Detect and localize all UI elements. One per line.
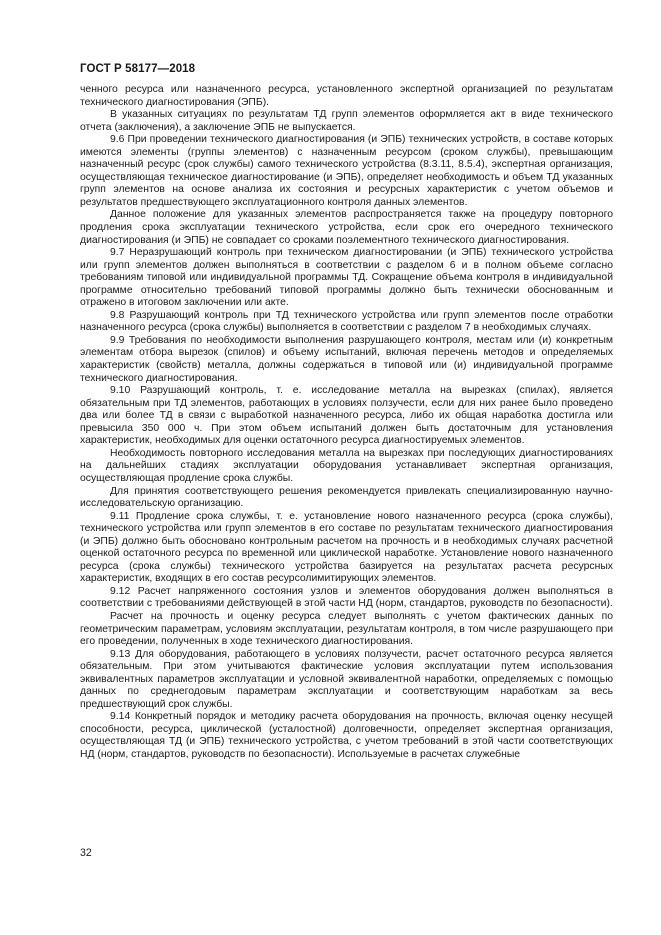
paragraph: Необходимость повторного исследования металла на вырезках при последующих диагностированиях на дальнейших стадиях эксплуатации оборудования устанавливает экспертная организация, осуществляющая продление срока службы.	[80, 447, 613, 484]
paragraph: 9.10 Разрушающий контроль, т. е. исследование металла на вырезках (спилах), является обязательным при ТД элементов, работающих в условиях ползучести, если для них ранее было проведено два или более ТД в связи с выработкой назначенного ресурса, либо их общая наработка достигла или превысила 350 000 ч. При этом объем испытаний должен быть достаточным для установления характеристик, необходимых для оценки остаточного ресурса диагностируемых элементов.	[80, 385, 613, 447]
paragraph: 9.13 Для оборудования, работающего в условиях ползучести, расчет остаточного ресурса является обязательным. При этом учитываются фактические условия эксплуатации путем использования эквивалентных параметров эксплуатации и условной эквивалентной наработки, определяемых с помощью данных по среднегодовым параметрам эксплуатации и соответствующим наработкам за весь предшествующий срок службы.	[80, 648, 613, 710]
page-number: 32	[80, 847, 92, 859]
document-body	[80, 84, 613, 762]
paragraph: 9.8 Разрушающий контроль при ТД технического устройства или групп элементов после отработки назначенного ресурса (срока службы) выполняется в соответствии с разделом 7 в необходимых случаях.	[80, 309, 613, 334]
paragraph: 9.6 При проведении технического диагностирования (и ЭПБ) технических устройств, в составе которых имеются элементы (группы элементов) с назначенным ресурсом (сроком службы), превышающим назначенный ресурс (срок службы) самого технического устройства (8.3.11, 8.5.4), экспертная организация, осуществляющая техническое диагностирование (и ЭПБ), определяет необходимость и объем ТД указанных групп элементов на основе анализа их состояния и ресурсных характеристик с учетом объемов и результатов предшествующего эксплуатационного контроля данных элементов.	[80, 134, 613, 208]
paragraph: 9.7 Неразрушающий контроль при техническом диагностировании (и ЭПБ) технического устройства или групп элементов должен выполняться в соответствии с разделом 6 и в полном объеме согласно требованиям типовой или индивидуальной программы ТД. Сокращение объема контроля в индивидуальной программе относительно требований типовой программы должно быть технически обоснованным и отражено в итоговом заключении или акте.	[80, 247, 613, 309]
paragraph: 9.14 Конкретный порядок и методику расчета оборудования на прочность, включая оценку несущей способности, ресурса, циклической (усталостной) долговечности, определяет экспертная организация, осуществляющая ТД (и ЭПБ) технического устройства, с учетом требований в этой части соответствующих НД (норм, стандартов, руководств по безопасности). Используемые в расчетах служебные	[80, 711, 613, 760]
paragraph: Данное положение для указанных элементов распространяется также на процедуру повторного продления срока эксплуатации технического устройства, если срок его очередного технического диагностирования (и ЭПБ) не совпадает со сроками поэлементного технического диагностирования.	[80, 209, 613, 246]
paragraph: 9.11 Продление срока службы, т. е. установление нового назначенного ресурса (срока службы), технического устройства или групп элементов в его составе по результатам технического диагностирования (и ЭПБ) должно быть обосновано контрольным расчетом на прочность и в необходимых случаях расчетной оценкой остаточного ресурса по временной или циклической наработке. Установление нового назначенного ресурса (срока службы) технического устройства базируется на результатах расчета ресурсных характеристик, входящих в его состав ресурсолимитирующих элементов.	[80, 510, 613, 585]
paragraph: ченного ресурса или назначенного ресурса, установленного экспертной организацией по результатам технического диагностирования (ЭПБ).	[80, 84, 613, 108]
paragraph: 9.9 Требования по необходимости выполнения разрушающего контроля, местам или (и) конкретным элементам отбора вырезок (спилов) и объему испытаний, включая перечень методов и определяемых характеристик (свойств) металла, должны содержаться в типовой или (и) индивидуальной программе технического диагностирования.	[80, 334, 613, 384]
paragraph: Расчет на прочность и оценку ресурса следует выполнять с учетом фактических данных по геометрическим параметрам, условиям эксплуатации, результатам контроля, в том числе разрушающего при его проведении, полученных в ходе технического диагностирования.	[80, 610, 613, 648]
paragraph: В указанных ситуациях по результатам ТД групп элементов оформляется акт в виде технического отчета (заключения), а заключение ЭПБ не выпускается.	[80, 109, 613, 133]
paragraph: 9.12 Расчет напряженного состояния узлов и элементов оборудования должен выполняться в соответствии с требованиями действующей в этой части НД (норм, стандартов, руководств по безопасности).	[80, 585, 613, 610]
document-header: ГОСТ Р 58177—2018	[80, 63, 196, 75]
paragraph: Для принятия соответствующего решения рекомендуется привлекать специализированную научно-исследовательскую организацию.	[80, 485, 613, 510]
